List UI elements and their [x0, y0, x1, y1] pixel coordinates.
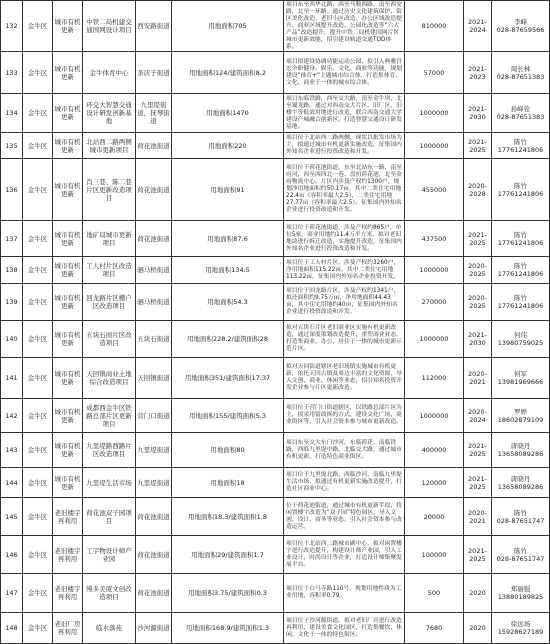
contact-phone: 17761241806 [497, 270, 544, 278]
street-cell: 驷马桥街道 [136, 284, 172, 321]
category-cell: 城市有机更新 [53, 133, 83, 159]
contact-name: 郑丽强 [510, 585, 531, 593]
category-cell: 城市有机更新 [53, 321, 83, 358]
category-cell: 城市有机更新 [53, 221, 83, 257]
contact-name: 罗婷 [514, 407, 527, 416]
district-cell: 金牛区 [23, 433, 53, 468]
contact-phone: 17761241806 [497, 302, 544, 310]
district-cell: 金牛区 [23, 536, 53, 574]
investment-cell: 1000000 [405, 321, 464, 358]
category-cell: 老旧楼宇再利用 [53, 536, 83, 574]
category-cell: 城市有机更新 [53, 433, 83, 468]
contact-name: 徐远场 [510, 620, 531, 628]
area-cell: 用地面积155/建筑面积5.3 [172, 399, 284, 433]
table-row [1, 468, 550, 498]
contact-phone: 028-87651383 [496, 113, 545, 121]
area-cell: 用地面积91 [172, 159, 284, 221]
street-cell: 天回镇街道 [136, 358, 172, 399]
period-cell: 2020-2028 [464, 159, 492, 221]
content-cell: 项目东至交大东门沙河，东临荷花，南临铁路，西临九里堤中路，北临交大路，通过城市有机更新，打造特色商业街区。 [284, 433, 405, 468]
content-cell: 项目拟建设协调功能运动公园，拟引入典雅宫宏全职健身、娱乐、文化、商业等功能，规划建设“体育+”主题城市综合体，打造集体育、文化、商业于一体的城市综合体。 [284, 52, 405, 94]
contact-cell [492, 94, 550, 133]
project-name-cell: 成都西金牛区铁路总部片区更新项目 [83, 399, 136, 433]
investment-cell: 500 [405, 574, 464, 613]
contact-phone: 17761241806 [497, 145, 544, 154]
table-row [1, 52, 550, 94]
table-row [1, 221, 550, 257]
contact-cell [492, 433, 550, 468]
contact-phone: 18602879109 [497, 415, 544, 424]
street-cell: 荷花池街道 [136, 574, 172, 613]
district-cell: 金牛区 [23, 159, 53, 221]
project-name-cell: 北站西二路两侧城市更新项目 [83, 133, 136, 159]
row-number: 134 [1, 94, 23, 133]
row-number: 142 [1, 399, 23, 433]
contact-cell [492, 536, 550, 574]
area-cell: 用地面积87.6 [172, 221, 284, 257]
area-cell: 用地面积168.9/建筑面积1.3 [172, 613, 284, 644]
category-cell: 城市有机更新 [53, 399, 83, 433]
area-cell: 用地面积220 [172, 133, 284, 159]
investment-cell: 455000 [405, 159, 464, 221]
period-cell: 2021-2030 [464, 94, 492, 133]
contact-cell [492, 133, 550, 159]
project-name-cell: 中铁二局机建交通国网设计项目 [83, 1, 136, 52]
content-cell: 拟对五块石片区老旧商业区实施有机更新改造，通过深度策划改造提升，重塑商业业态，打造集商业、办公、居住于一体的城市更新示范片区。 [284, 321, 405, 358]
contact-phone: 028-87651747 [496, 554, 545, 563]
row-number: 148 [1, 613, 23, 644]
table-row [1, 94, 550, 133]
table-row [1, 433, 550, 468]
contact-phone: 13981969666 [497, 378, 544, 386]
category-cell: 城市有机更新 [53, 468, 83, 498]
contact-name: 孙峰铨 [510, 105, 531, 113]
content-cell: 拟对天回街道辖区老旧场镇实施城市有机更新，依托天回古镇及周边丰富的文化资源，导入文创、商业、休闲等业态，招引知名投资开发企业参与片区更新改造。 [284, 358, 405, 399]
row-number: 147 [1, 574, 23, 613]
category-cell: 城市有机更新 [53, 284, 83, 321]
contact-name: 陈竹 [514, 294, 527, 302]
period-cell: 2021-2023 [464, 52, 492, 94]
table-row [1, 358, 550, 399]
project-name-cell: 缦多美厦文创改造项目 [83, 574, 136, 613]
category-cell: 城市有机更新 [53, 159, 83, 221]
period-cell: 2020-2021 [464, 498, 492, 536]
category-cell: 城市有机更新 [53, 52, 83, 94]
investment-cell: 270000 [405, 284, 464, 321]
content-cell: 项目位于北站西二路两侧，现状以批发市场为主，拟通过城市有机更新实施改造，征集国内外知名企业进行投资改造和开发。 [284, 133, 405, 159]
investment-cell: 20000 [405, 498, 464, 536]
investment-cell: 437500 [405, 221, 464, 257]
contact-cell [492, 159, 550, 221]
table-row [1, 574, 550, 613]
street-cell: 荷花池街道 [136, 221, 172, 257]
investment-cell: 112000 [405, 358, 464, 399]
area-cell: 用地面积18.3/建筑面积1.8 [172, 498, 284, 536]
row-number: 136 [1, 159, 23, 221]
row-number: 139 [1, 284, 23, 321]
period-cell: 2021-2025 [464, 468, 492, 498]
investment-cell: 100000 [405, 536, 464, 574]
contact-name: 何军 [514, 370, 527, 378]
district-cell: 金牛区 [23, 133, 53, 159]
row-number: 140 [1, 321, 23, 358]
project-name-cell: 天回镇商业土地综合改造项目 [83, 358, 136, 399]
table-row [1, 159, 550, 221]
contact-cell [492, 221, 550, 257]
area-cell: 用地面积29/建筑面积1.7 [172, 536, 284, 574]
project-name-cell: 荷花池双子园项目 [83, 498, 136, 536]
project-name-cell: 回龙路片区棚户区改造项目 [83, 284, 136, 321]
street-cell: 九里堤街道 [136, 468, 172, 498]
period-cell: 2021-2025 [464, 536, 492, 574]
row-number: 138 [1, 257, 23, 284]
contact-cell [492, 284, 550, 321]
district-cell: 金牛区 [23, 257, 53, 284]
contact-name: 陈竹 [514, 546, 527, 555]
district-cell: 金牛区 [23, 498, 53, 536]
contact-phone: 13658089286 [497, 482, 544, 491]
contact-name: 周长林 [510, 64, 531, 73]
content-cell: 项目东临铁路，西至交大路，南至金牛坝，北至蜀龙路。通过对西南交大片区、旧厂区、旧楼宇等低效用地进行改造，联合西南交通大学建设产城融合创新区，打造智慧交通设计研发基地。 [284, 94, 405, 133]
contact-phone: 13658089286 [497, 450, 544, 458]
contact-cell [492, 321, 550, 358]
investment-cell: 1000000 [405, 133, 464, 159]
area-cell: 用地面积124/建筑面积8.2 [172, 52, 284, 94]
contact-name: 陈竹 [514, 181, 527, 190]
contact-phone: 028-87659566 [496, 26, 545, 34]
table-row [1, 613, 550, 644]
project-name-cell: 地矿局城市更新项目 [83, 221, 136, 257]
contact-name: 陈竹 [514, 262, 527, 270]
category-cell: 城市有机更新 [53, 257, 83, 284]
area-cell: 用地面积1470 [172, 94, 284, 133]
table-row [1, 133, 550, 159]
investment-cell: 400000 [405, 433, 464, 468]
category-cell: 城市有机更新 [53, 358, 83, 399]
contact-cell [492, 1, 550, 52]
period-cell: 2020 [464, 574, 492, 613]
contact-phone: 17761241806 [497, 189, 544, 198]
row-number: 143 [1, 433, 23, 468]
period-cell: 2021-2025 [464, 221, 492, 257]
street-cell: 驷马桥街道 [136, 257, 172, 284]
contact-cell [492, 257, 550, 284]
contact-cell [492, 498, 550, 536]
row-number: 145 [1, 498, 23, 536]
contact-phone: 13880189825 [497, 593, 544, 601]
contact-phone: 17761241806 [497, 238, 544, 247]
row-number: 146 [1, 536, 23, 574]
table-row [1, 321, 550, 358]
street-cell: 沙河源街道 [136, 613, 172, 644]
street-cell: 九里堤街道，抚琴街道 [136, 94, 172, 133]
district-cell: 金牛区 [23, 574, 53, 613]
street-cell: 营门口街道 [136, 399, 172, 433]
project-name-cell: 环交大智慧交通设计研发创新基地 [83, 94, 136, 133]
district-cell: 金牛区 [23, 399, 53, 433]
content-cell: 项目位于北站西二路城市副中心，拟对闲置楼宇进行改造提升，构建设计师产业园，引入工业设计、时尚设计等企业，打造设计师集聚发展平台。 [284, 536, 405, 574]
category-cell: 老旧楼宇再利用 [53, 498, 83, 536]
investment-cell: 7680 [405, 613, 464, 644]
category-cell: 老旧厂房再利用 [53, 613, 83, 644]
district-cell: 金牛区 [23, 321, 53, 358]
project-name-cell: 肖三巷、陈二巷片区更新改造项目 [83, 159, 136, 221]
contact-phone: 028-87651747 [496, 516, 545, 525]
category-cell: 老旧楼宇再利用 [53, 574, 83, 613]
contact-name: 唐晓丹 [510, 474, 531, 483]
period-cell: 2021-2024 [464, 1, 492, 52]
street-cell: 九里堤街道 [136, 433, 172, 468]
period-cell: 2021-2025 [464, 133, 492, 159]
contact-name: 陈竹 [514, 508, 527, 517]
contact-cell [492, 399, 550, 433]
district-cell: 金牛区 [23, 1, 53, 52]
row-number: 141 [1, 358, 23, 399]
table-row [1, 284, 550, 321]
contact-name: 陈竹 [514, 230, 527, 239]
content-cell: 项目位于沙河源街道，拟对老旧厂房进行改造再利用，建设美食文化园区，打造集餐饮、休闲、文化于一体的特色街区。 [284, 613, 405, 644]
district-cell: 金牛区 [23, 284, 53, 321]
period-cell: 2020-2025 [464, 284, 492, 321]
district-cell: 金牛区 [23, 221, 53, 257]
street-cell: 荷花池街道 [136, 536, 172, 574]
period-cell: 2021-2025 [464, 433, 492, 468]
contact-cell [492, 613, 550, 644]
period-cell: 2021-2030 [464, 321, 492, 358]
district-cell: 金牛区 [23, 52, 53, 94]
contact-cell [492, 468, 550, 498]
investment-cell: 810000 [405, 1, 464, 52]
table-row [1, 1, 550, 52]
project-name-cell: 金牛体育中心 [83, 52, 136, 94]
contact-phone: 15928627189 [497, 628, 544, 636]
investment-cell: 1000000 [405, 257, 464, 284]
contact-name: 陈竹 [514, 137, 527, 146]
category-cell: 城市有机更新 [53, 94, 83, 133]
district-cell: 金牛区 [23, 613, 53, 644]
period-cell: 2020-2024 [464, 399, 492, 433]
project-name-cell: 五块石商片区改造项目 [83, 321, 136, 358]
table-row [1, 399, 550, 433]
area-cell: 用地面积54.3 [172, 284, 284, 321]
row-number: 135 [1, 133, 23, 159]
street-cell: 五块石街道 [136, 321, 172, 358]
investment-cell: 57000 [405, 52, 464, 94]
row-number: 133 [1, 52, 23, 94]
contact-name: 唐晓丹 [510, 442, 531, 450]
project-name-cell: 九里堤路西路片区改造项目 [83, 433, 136, 468]
table-row [1, 536, 550, 574]
contact-phone: 13980759025 [497, 339, 544, 347]
area-cell: 用地面积705 [172, 1, 284, 52]
project-name-cell: 工人村片区改造项目 [83, 257, 136, 284]
contact-cell [492, 358, 550, 399]
content-cell: 项目位于九里堤北路，西临沙河，南临九里堤生活市场，拟通过有机更新实施改造提升，打造社区商业中心。 [284, 468, 405, 498]
area-cell: 用地面积228.2/建筑面积28 [172, 321, 284, 358]
street-cell: 荷花池街道 [136, 133, 172, 159]
contact-name: 何伟 [514, 331, 527, 339]
street-cell: 荷花池街道 [136, 159, 172, 221]
street-cell: 西安路街道 [136, 1, 172, 52]
row-number: 137 [1, 221, 23, 257]
area-cell: 用地面积3.75/建筑面积0.3 [172, 574, 284, 613]
content-cell: 项目位于荷花池街道，涉及产权约865户，单位5家，商业用地约11.4万平方米，拟对老旧地块进行拆迁改造，实施提升改造，征集国内外知名企业进行投资改造和开发。 [284, 221, 405, 257]
investment-cell: 1000000 [405, 94, 464, 133]
street-cell: 荷花池街道 [136, 498, 172, 536]
content-cell: 项目位于白马寺路110号，现划用地性质为工业用地，容积率0.79。 [284, 574, 405, 613]
contact-cell [492, 574, 550, 613]
project-name-cell: 工宇物设计师产业园 [83, 536, 136, 574]
content-cell: 项目位于营门口街道辖区，以铁路总部片区为主，拟采用留改拆的方式，建设文化广场、商业街区等，引入社会资本参与城市更新改造。 [284, 399, 405, 433]
investment-cell: 1000000 [405, 399, 464, 433]
contact-cell [492, 52, 550, 94]
area-cell: 用地面积134.5 [172, 257, 284, 284]
period-cell: 2020-2025 [464, 257, 492, 284]
table-row [1, 257, 550, 284]
area-cell: 用地面积18 [172, 468, 284, 498]
district-cell: 金牛区 [23, 468, 53, 498]
row-number: 144 [1, 468, 23, 498]
content-cell: 位于荷花池街道，通过城市有机更新手段，将闲置楼宇改造为“双子园”特色园区，导入文创、设计、商务等业态，引入社会资本参与改造运营。 [284, 498, 405, 536]
period-cell: 2020 [464, 613, 492, 644]
project-name-cell: 临水落苑 [83, 613, 136, 644]
table-row [1, 498, 550, 536]
content-cell: 项目位于工人村片区，涉及产权约3260户，净用地面积115.22亩，其中二类住宅用地113.22亩，征集国内外知名企业投资开发。 [284, 257, 405, 284]
content-cell: 项目位于荷花池街道，东至北站东一路，南至府河，西至西四北一巷、盘扭荷花池，北至金府物流中心。片区内涉及产权约1300户，规划净用地面积约50.17亩，其中二类住宅用地22.4亩（容积率最大2.5），二类住宅用地27.77亩（容积率最大2.5）。征集国内外知名企业进行投资改造和开发。 [284, 159, 405, 221]
district-cell: 金牛区 [23, 358, 53, 399]
contact-phone: 028-87651383 [496, 72, 545, 81]
area-cell: 用地面积80 [172, 433, 284, 468]
content-cell: 项目位于回龙路片区，涉及产权约1341户，拟还面积约9.75万㎡，净用地面积44.43亩，其中住宅用地约40亩，征集国内外知名企业进行投资改造和开发。 [284, 284, 405, 321]
contact-name: 李峰 [514, 18, 527, 26]
content-cell: 项目东至西华北路，西至马鞍西路，南至西安路，北至一环路。通过历史文化建筑保护、街区美化改造、老旧小区改造、办公区域改造提升、商业区域提升改造、公园化改造等“六大产品”改造提升，提升中铁二局机建国网片区城市更新效能，招引建设轨道交通TOD体系。 [284, 1, 405, 52]
row-number: 132 [1, 1, 23, 52]
area-cell: 用地面积351/建筑面积17.37 [172, 358, 284, 399]
category-cell: 城市有机更新 [53, 1, 83, 52]
investment-cell: 120000 [405, 468, 464, 498]
project-name-cell: 九里堤生活市场 [83, 468, 136, 498]
period-cell: 2020-2021 [464, 358, 492, 399]
street-cell: 茶店子街道 [136, 52, 172, 94]
district-cell: 金牛区 [23, 94, 53, 133]
